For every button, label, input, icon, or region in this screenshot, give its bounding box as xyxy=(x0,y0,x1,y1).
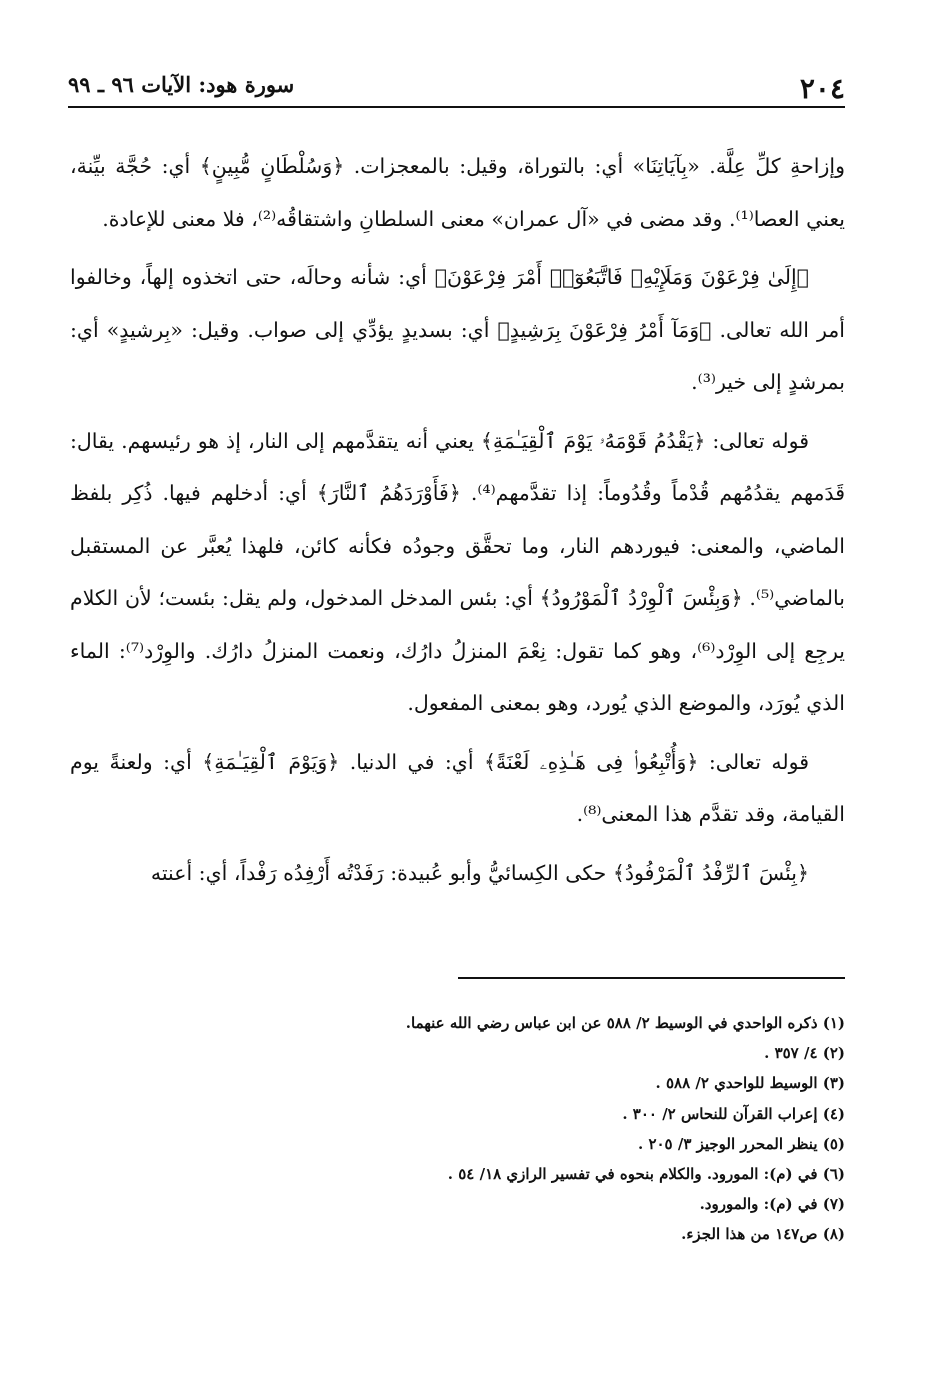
footnote: (٥) ينظر المحرر الوجيز ٣/ ٢٠٥ . xyxy=(637,1134,845,1153)
footnote-divider xyxy=(458,977,845,979)
footnote: (٤) إعراب القرآن للنحاس ٢/ ٣٠٠ . xyxy=(622,1104,845,1123)
footnote: (١) ذكره الواحدي في الوسيط ٢/ ٥٨٨ عن ابن عباس رضي الله عنهما. xyxy=(405,1014,845,1032)
footnote: (٢) ٤/ ٣٥٧ . xyxy=(764,1044,845,1063)
main-text xyxy=(70,140,845,905)
running-title: سورة هود: الآيات ٩٦ ـ ٩٩ xyxy=(68,72,295,97)
page-number: ٢٠٤ xyxy=(799,72,845,105)
paragraph: قوله تعالى: ﴿وَأُتْبِعُوا۟ فِى هَـٰذِهِۦ لَعْنَةً﴾ أي: في الدنيا. ﴿وَيَوْمَ ٱلْقِيَـٰمَةِ﴾ أي: ولعنةً يوم القيامة، وقد تقدَّم هذا المعنى⁽⁸⁾. xyxy=(70,749,845,826)
paragraph: وإزاحةِ كلِّ عِلَّة. «بِآيَاتِنَا» أي: بالتوراة، وقيل: بالمعجزات. ﴿وَسُلْطَانٍ مُّبِينٍ﴾ أي: حُجَّة بيِّنة، يعني العصا⁽¹⁾. وقد مضى في «آل عمران» معنى السلطانِ واشتقاقُه⁽²⁾، فلا معنى للإعادة. xyxy=(70,154,845,231)
footnote: (٦) في (م): المورود. والكلام بنحوه في تفسير الرازي ١٨/ ٥٤ . xyxy=(447,1165,845,1184)
paragraph: قوله تعالى: ﴿يَقْدُمُ قَوْمَهُۥ يَوْمَ ٱلْقِيَـٰمَةِ﴾ يعني أنه يتقدَّمهم إلى النار، إذ هو رئيسهم. يقال: قَدَمهم يقدُمُهم قُدْماً وقُدُوماً: إذا تقدَّمهم⁽⁴⁾. ﴿فَأَوْرَدَهُمُ ٱلنَّارَ﴾ أي: أدخلهم فيها. ذُكِر بلفظ الماضي، والمعنى: فيوردهم النار، وما تحقَّق وجودُه فكأنه كائن، فلهذا يُعبَّر عن المستقبل بالماضي⁽⁵⁾. ﴿وَبِئْسَ ٱلْوِرْدُ ٱلْمَوْرُودُ﴾ أي: بئس المدخل المدخول، ولم يقل: بئست؛ لأن الكلام يرجِع إلى الوِرْد⁽⁶⁾، وهو كما تقول: نِعْمَ المنزلُ دارُك، ونعمت المنزلُ دارُك. والوِرْد⁽⁷⁾: الماء الذي يُورَد، والموضع الذي يُورد، وهو بمعنى المفعول. xyxy=(70,428,845,715)
paragraph: ﴿إِلَىٰ فِرْعَوْنَ وَمَلَإِيْهِۦ فَاتَّبَعُوٓا۟ أَمْرَ فِرْعَوْنَ﴾ أي: شأنه وحالَه، حتى اتخذوه إلهاً، وخالفوا أمر الله تعالى. ﴿وَمَآ أَمْرُ فِرْعَوْنَ بِرَشِيدٍ﴾ أي: بسديدٍ يؤدِّي إلى صواب. وقيل: «بِرشيدٍ» أي: بمرشدٍ إلى خير⁽³⁾. xyxy=(70,265,845,394)
footnote: (٣) الوسيط للواحدي ٢/ ٥٨٨ . xyxy=(655,1074,845,1093)
footnote: (٧) في (م): والمورود. xyxy=(699,1195,845,1214)
footnote: (٨) ص١٤٧ من هذا الجزء. xyxy=(681,1225,845,1244)
footnotes xyxy=(200,1008,845,1250)
page-header xyxy=(68,60,845,108)
paragraph: ﴿بِئْسَ ٱلرِّفْدُ ٱلْمَرْفُودُ﴾ حكى الكِسائيُّ وأبو عُبيدة: رَفَدْتُه أَرْفِدُه رَفْداً، أي: أعنته xyxy=(150,860,809,885)
